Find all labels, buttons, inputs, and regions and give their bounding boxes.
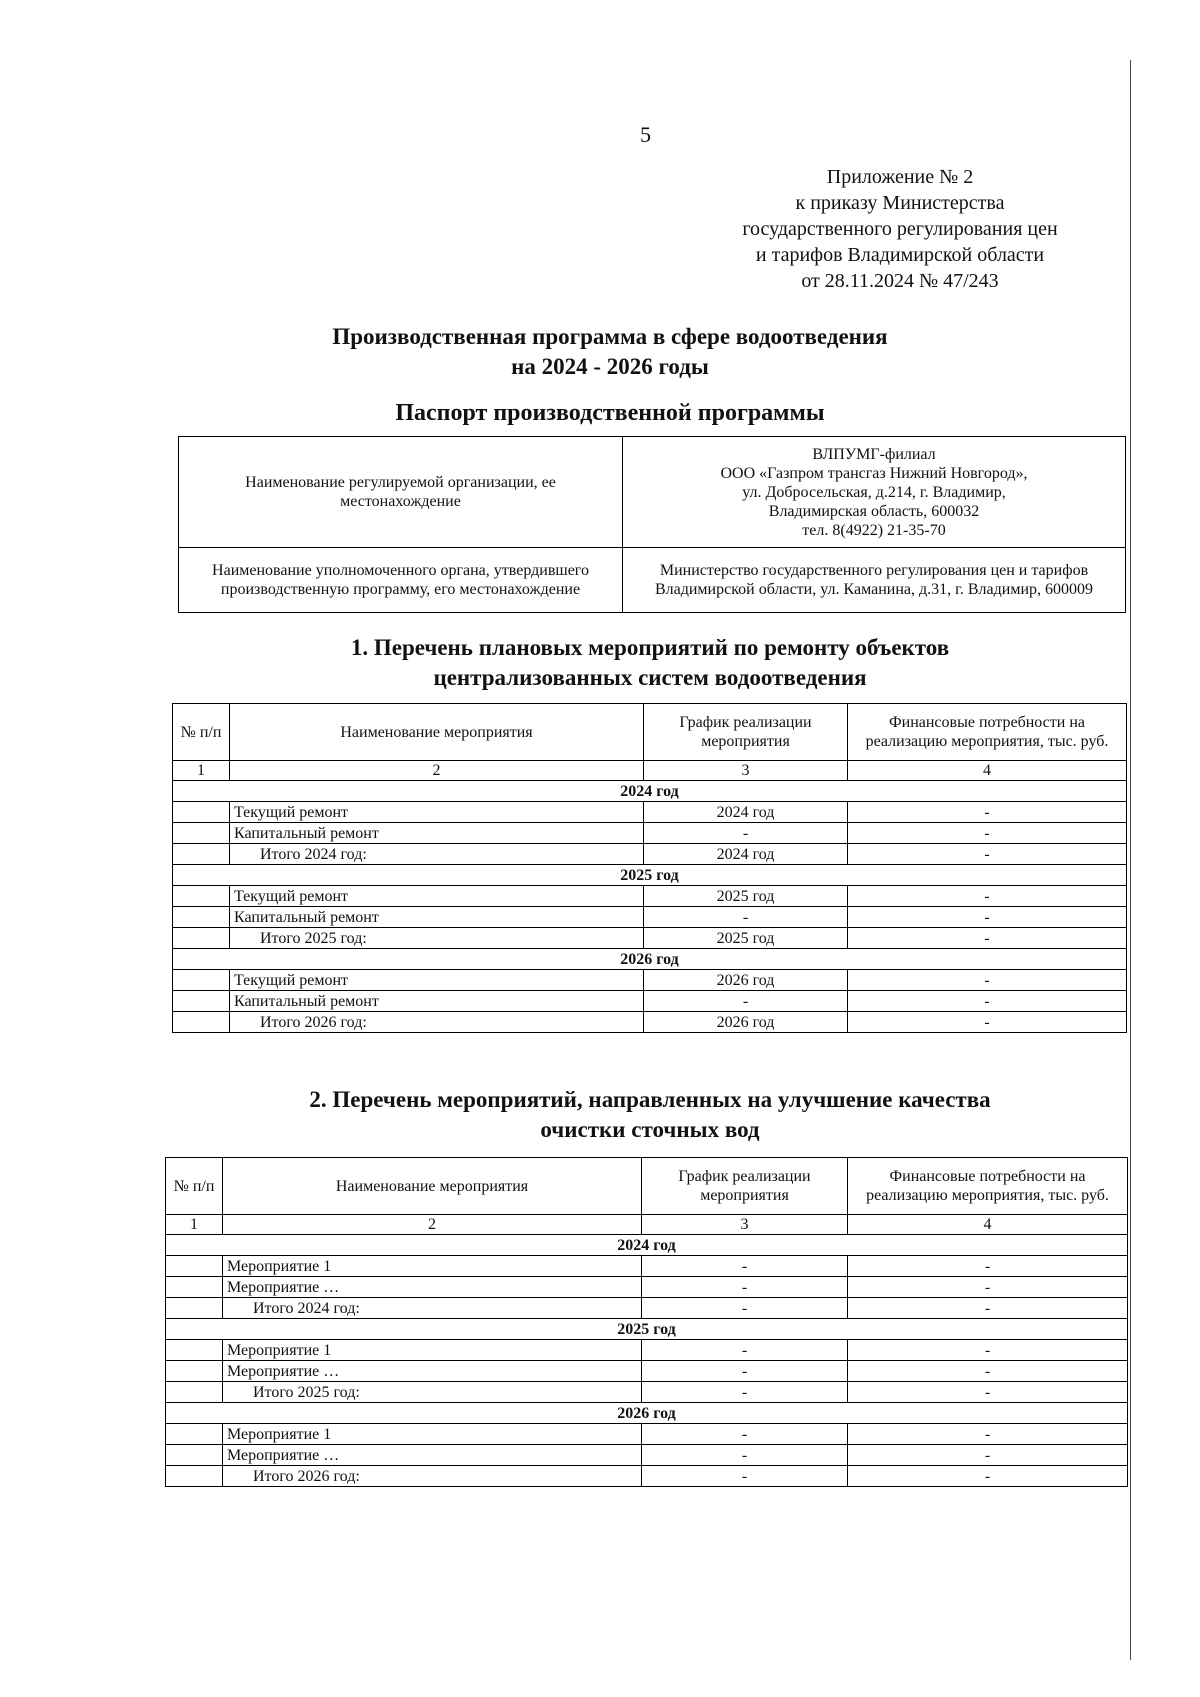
passport-org-line: ООО «Газпром трансгаз Нижний Новгород», — [720, 464, 1028, 482]
section-title-line: централизованных систем водоотведения — [433, 665, 867, 690]
row-name: Мероприятие 1 — [223, 1340, 642, 1361]
row-name: Капитальный ремонт — [230, 907, 644, 928]
appendix-header — [740, 164, 1060, 294]
passport-org-label: Наименование регулируемой организации, ее местонахождение — [179, 437, 623, 548]
col-number: 2 — [223, 1215, 642, 1235]
row-schedule: - — [642, 1277, 848, 1298]
row-name: Мероприятие … — [223, 1277, 642, 1298]
row-schedule: - — [644, 823, 848, 844]
appendix-line: от 28.11.2024 № 47/243 — [801, 270, 999, 292]
row-finance: - — [848, 886, 1127, 907]
col-number: 4 — [848, 1215, 1128, 1235]
row-num — [166, 1256, 223, 1277]
appendix-line: и тарифов Владимирской области — [755, 244, 1045, 266]
row-name: Итого 2024 год: — [230, 844, 644, 865]
row-name: Капитальный ремонт — [230, 823, 644, 844]
title-line: Производственная программа в сфере водоотведения — [332, 324, 888, 349]
row-num — [173, 991, 230, 1012]
col-number: 3 — [644, 761, 848, 781]
row-finance: - — [848, 1298, 1128, 1319]
row-num — [173, 823, 230, 844]
row-num — [173, 1012, 230, 1033]
row-num — [173, 907, 230, 928]
row-schedule: 2024 год — [644, 802, 848, 823]
row-num — [173, 844, 230, 865]
row-finance: - — [848, 1382, 1128, 1403]
appendix-line: Приложение № 2 — [826, 166, 974, 188]
row-finance: - — [848, 1466, 1128, 1487]
section2-table — [165, 1157, 1128, 1487]
header-finance: Финансовые потребности на реализацию мероприятия, тыс. руб. — [848, 1158, 1128, 1215]
row-schedule: - — [642, 1256, 848, 1277]
passport-org-line: ул. Добросельская, д.214, г. Владимир, — [742, 483, 1006, 501]
section1-table — [172, 703, 1127, 1033]
section2-title — [200, 1085, 1100, 1145]
row-name: Текущий ремонт — [230, 970, 644, 991]
col-number: 4 — [848, 761, 1127, 781]
title-line: на 2024 - 2026 годы — [511, 354, 709, 379]
row-name: Мероприятие … — [223, 1361, 642, 1382]
appendix-line: к приказу Министерства — [795, 192, 1005, 214]
row-num — [166, 1340, 223, 1361]
row-name: Капитальный ремонт — [230, 991, 644, 1012]
col-number: 1 — [166, 1215, 223, 1235]
row-name: Текущий ремонт — [230, 802, 644, 823]
row-schedule: - — [642, 1382, 848, 1403]
passport-table — [178, 436, 1126, 613]
row-num — [166, 1277, 223, 1298]
header-name: Наименование мероприятия — [230, 704, 644, 761]
row-num — [173, 970, 230, 991]
row-schedule: - — [642, 1361, 848, 1382]
row-schedule: 2024 год — [644, 844, 848, 865]
row-finance: - — [848, 928, 1127, 949]
row-finance: - — [848, 1256, 1128, 1277]
row-schedule: 2025 год — [644, 928, 848, 949]
row-finance: - — [848, 1012, 1127, 1033]
row-schedule: - — [644, 907, 848, 928]
row-num — [166, 1361, 223, 1382]
row-name: Мероприятие 1 — [223, 1256, 642, 1277]
col-number: 1 — [173, 761, 230, 781]
section-title-line: очистки сточных вод — [540, 1117, 760, 1142]
row-num — [166, 1424, 223, 1445]
row-num — [166, 1466, 223, 1487]
row-name: Итого 2025 год: — [223, 1382, 642, 1403]
row-num — [166, 1298, 223, 1319]
scan-edge-line — [1130, 60, 1131, 1660]
document-title — [260, 322, 960, 382]
row-num — [173, 886, 230, 907]
passport-org-line: ВЛПУМГ-филиал — [812, 445, 936, 463]
row-name: Итого 2025 год: — [230, 928, 644, 949]
row-finance: - — [848, 991, 1127, 1012]
row-name: Итого 2024 год: — [223, 1298, 642, 1319]
row-finance: - — [848, 1424, 1128, 1445]
passport-org-value — [623, 437, 1126, 548]
row-schedule: - — [642, 1340, 848, 1361]
row-schedule: - — [642, 1466, 848, 1487]
row-schedule: - — [642, 1445, 848, 1466]
row-schedule: - — [644, 991, 848, 1012]
year-row: 2024 год — [166, 1235, 1128, 1256]
appendix-line: государственного регулирования цен — [742, 218, 1058, 240]
row-finance: - — [848, 1340, 1128, 1361]
header-name: Наименование мероприятия — [223, 1158, 642, 1215]
header-num: № п/п — [173, 704, 230, 761]
row-finance: - — [848, 823, 1127, 844]
page-number: 5 — [640, 122, 651, 147]
row-finance: - — [848, 970, 1127, 991]
row-name: Текущий ремонт — [230, 886, 644, 907]
row-finance: - — [848, 1445, 1128, 1466]
col-number: 3 — [642, 1215, 848, 1235]
header-schedule: График реализации мероприятия — [644, 704, 848, 761]
year-row: 2026 год — [173, 949, 1127, 970]
year-row: 2026 год — [166, 1403, 1128, 1424]
passport-authority-value: Министерство государственного регулирования цен и тарифов Владимирской области, ул. Каманина, д.31, г. Владимир, 600009 — [623, 548, 1126, 613]
row-schedule: 2026 год — [644, 1012, 848, 1033]
row-schedule: 2025 год — [644, 886, 848, 907]
header-num: № п/п — [166, 1158, 223, 1215]
row-schedule: 2026 год — [644, 970, 848, 991]
row-num — [166, 1382, 223, 1403]
row-name: Итого 2026 год: — [230, 1012, 644, 1033]
row-num — [166, 1445, 223, 1466]
header-schedule: График реализации мероприятия — [642, 1158, 848, 1215]
row-finance: - — [848, 844, 1127, 865]
year-row: 2025 год — [166, 1319, 1128, 1340]
col-number: 2 — [230, 761, 644, 781]
row-finance: - — [848, 907, 1127, 928]
row-finance: - — [848, 802, 1127, 823]
row-schedule: - — [642, 1298, 848, 1319]
year-row: 2025 год — [173, 865, 1127, 886]
section1-title — [200, 633, 1100, 693]
row-name: Мероприятие … — [223, 1445, 642, 1466]
section-title-line: 1. Перечень плановых мероприятий по ремонту объектов — [350, 635, 950, 660]
year-row: 2024 год — [173, 781, 1127, 802]
passport-authority-label: Наименование уполномоченного органа, утвердившего производственную программу, его местонахождение — [179, 548, 623, 613]
passport-title: Паспорт производственной программы — [395, 400, 825, 426]
row-name: Мероприятие 1 — [223, 1424, 642, 1445]
header-finance: Финансовые потребности на реализацию мероприятия, тыс. руб. — [848, 704, 1127, 761]
section-title-line: 2. Перечень мероприятий, направленных на улучшение качества — [309, 1087, 991, 1112]
row-finance: - — [848, 1277, 1128, 1298]
row-num — [173, 802, 230, 823]
passport-org-line: Владимирская область, 600032 — [768, 502, 980, 520]
passport-org-line: тел. 8(4922) 21-35-70 — [802, 521, 946, 539]
row-name: Итого 2026 год: — [223, 1466, 642, 1487]
row-schedule: - — [642, 1424, 848, 1445]
row-num — [173, 928, 230, 949]
row-finance: - — [848, 1361, 1128, 1382]
